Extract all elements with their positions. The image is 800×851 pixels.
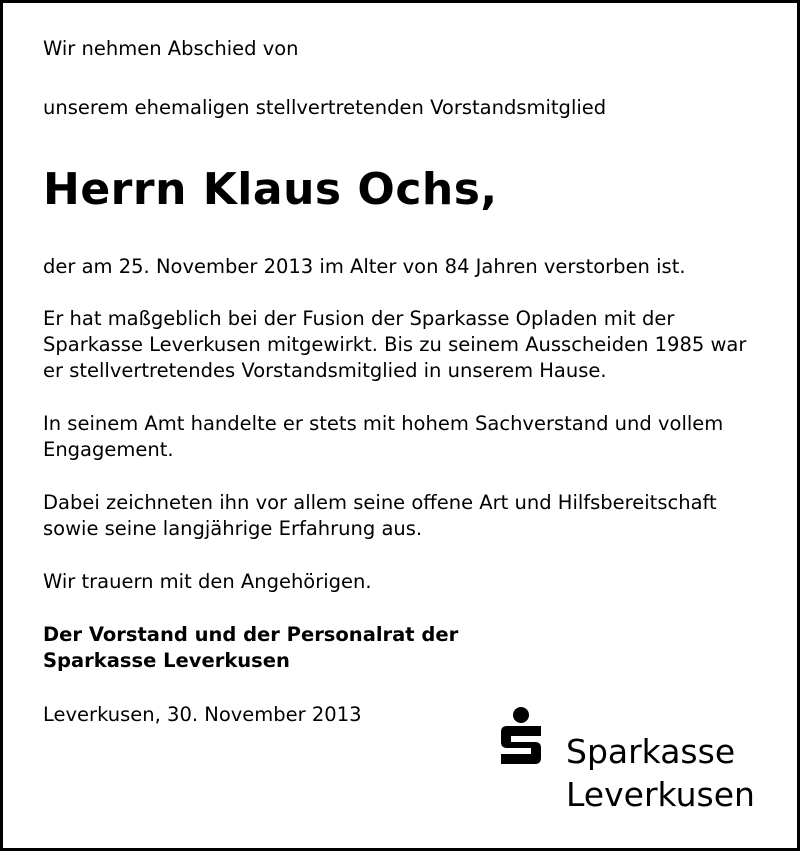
logo-wordmark: [566, 730, 755, 816]
para1-line3: er stellvertretendes Vorstandsmitglied in unserem Hause.: [43, 359, 607, 382]
para1-line2: Sparkasse Leverkusen mitgewirkt. Bis zu seinem Ausscheiden 1985 war: [43, 333, 747, 356]
deceased-name: Herrn Klaus Ochs,: [43, 164, 498, 215]
signature-line2: Sparkasse Leverkusen: [43, 649, 290, 672]
para2-line2: Engagement.: [43, 438, 174, 461]
para3-line1: Dabei zeichneten ihn vor allem seine offene Art und Hilfsbereitschaft: [43, 491, 717, 514]
intro-text: Wir nehmen Abschied von: [43, 37, 299, 60]
sparkasse-s-icon: [497, 706, 545, 770]
logo-line2: Leverkusen: [566, 775, 755, 814]
mourning-text: Wir trauern mit den Angehörigen.: [43, 570, 372, 593]
para3-line2: sowie seine langjährige Erfahrung aus.: [43, 517, 423, 540]
para2-line1: In seinem Amt handelte er stets mit hohem Sachverstand und vollem: [43, 412, 724, 435]
role-line: unserem ehemaligen stellvertretenden Vorstandsmitglied: [43, 96, 607, 119]
death-line: der am 25. November 2013 im Alter von 84 Jahren verstorben ist.: [43, 255, 686, 278]
place-date: Leverkusen, 30. November 2013: [43, 703, 362, 726]
para1-line1: Er hat maßgeblich bei der Fusion der Sparkasse Opladen mit der: [43, 307, 675, 330]
logo-line1: Sparkasse: [566, 732, 736, 771]
signature-line1: Der Vorstand und der Personalrat der: [43, 623, 459, 646]
